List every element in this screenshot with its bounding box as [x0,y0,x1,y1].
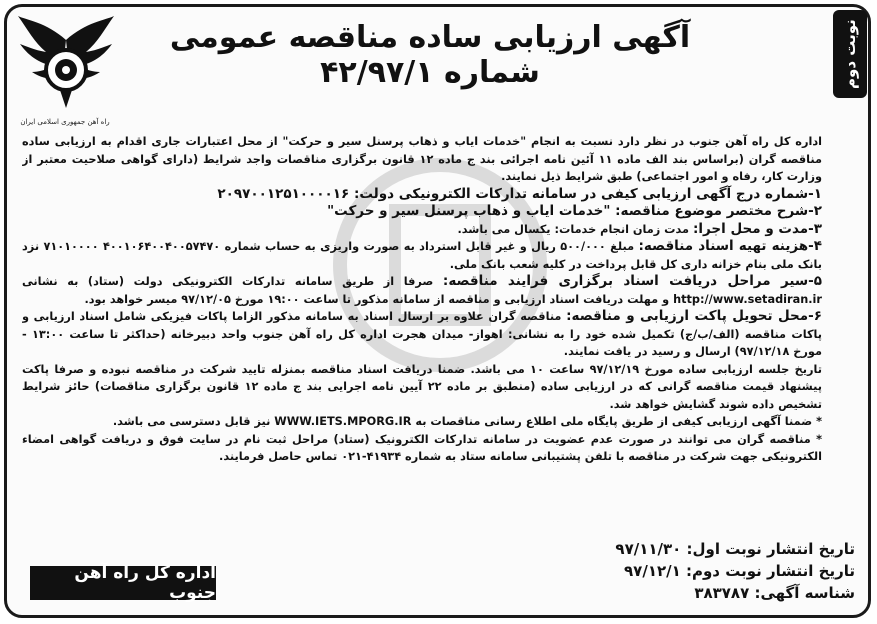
railway-logo-icon [16,12,116,122]
item-4-text: مبلغ ۵۰۰/۰۰۰ ریال و غیر قابل استرداد به صورت واریزی به حساب شماره ۴۰۰۱۰۶۴۰۰۴۰۰۵۷۴۷۰ ۷۱۰۱۰۰۰۰ نزد بانک ملی بنام خزانه داری کل قابل پرداخت در کلیه شعب بانک ملی. [22,240,822,271]
item-5 [22,273,822,308]
item-1-head: ۱-شماره درج آگهی ارزیابی کیفی در سامانه تدارکات الکترونیکی دولت: [353,185,822,202]
first-publication-date: تاریخ انتشار نوبت اول: ۹۷/۱۱/۳۰ [615,540,855,558]
item-1 [22,186,822,204]
item-4 [22,238,822,273]
second-publication-date: تاریخ انتشار نوبت دوم: ۹۷/۱۲/۱ [624,562,855,580]
ad-body [22,133,822,543]
note-setad-support: * مناقصه گران می توانند در صورت عدم عضویت در سامانه تدارکات الکترونیک (ستاد) مراحل ثبت نام در سایت فوق و دریافت گواهی امضاء الکترونیکی جهت شرکت در مناقصه با تلفن پشتیبانی سامانه ستاد به شماره ۴۱۹۳۴-۰۲۱ تماس حاصل فرمایند. [22,432,822,463]
item-5-text: صرفا از طریق سامانه تدارکات الکترونیکی دولت (ستاد) به نشانی http://www.setadiran.ir و مهلت دریافت اسناد ارزیابی و مناقصه از سامانه مذکور تا ساعت ۱۹:۰۰ مورخ ۹۷/۱۲/۰۵ میسر خواهد بود. [22,275,822,306]
item-6 [22,308,822,361]
ad-id: شناسه آگهی: ۳۸۳۷۸۷ [694,584,855,602]
item-4-head: ۴-هزینه تهیه اسناد مناقصه: [638,238,822,254]
session-paragraph: تاریخ جلسه ارزیابی ساده مورخ ۹۷/۱۲/۱۹ ساعت ۱۰ می باشد. ضمنا دریافت اسناد مناقصه بمنزله تایید شرکت در مناقصه نبوده و صرفا پاکت پیشنهاد قیمت مناقصه گرانی که در ارزیابی ساده (منطبق بر ماده ۲۲ آیین نامه اجرایی بند ج ماده ۱۲ قانون برگزاری مناقصات) حائز شرایط تشخیص داده شوند گشایش خواهد شد. [22,362,822,411]
item-1-text: ۲۰۹۷۰۰۱۲۵۱۰۰۰۰۱۶ [217,185,350,202]
item-3 [22,221,822,239]
organization-box: اداره کل راه آهن جنوب [30,566,216,600]
intro-paragraph: اداره کل راه آهن جنوب در نظر دارد نسبت به انجام "خدمات ایاب و ذهاب پرسنل سیر و حرکت" از محل اعتبارات جاری اقدام به ارزیابی ساده مناقصه گران (براساس بند الف ماده ۱۱ آئین نامه اجرائی بند ج ماده ۱۲ قانون برگزاری مناقصات واجد شرایط (دارای گواهی صلاحیت معتبر از وزارت کار، رفاه و امور اجتماعی) طبق شرایط ذیل نمایند. [22,135,822,183]
item-5-head: ۵-سیر مراحل دریافت اسناد برگزاری فرایند مناقصه: [442,273,822,289]
ad-title: آگهی ارزیابی ساده مناقصه عمومی شماره ۴۲/۹۷/۱ [169,20,691,90]
note-iets: * ضمنا آگهی ارزیابی کیفی از طریق پایگاه ملی اطلاع رسانی مناقصات به WWW.IETS.MPORG.IR نیز قابل دسترسی می باشد. [112,415,822,428]
logo-caption: راه آهن جمهوری اسلامی ایران [20,118,110,126]
publication-dates [555,538,855,604]
item-2 [22,203,822,221]
item-2-text: "خدمات ایاب و ذهاب پرسنل سیر و حرکت" [327,203,611,219]
item-3-head: ۳-مدت و محل اجرا: [693,220,822,237]
item-6-text: مناقصه گران علاوه بر ارسال اسناد به سامانه مذکور الزاما پاکات فیزیکی شامل اسناد ارزیابی و پاکات مناقصه (الف/ب/ج) تکمیل شده خود را به نشانی: اهواز- میدان هجرت اداره کل راه آهن جنوب واحد دبیرخانه (حداکثر تا ساعت ۱۳:۰۰ - مورخ ۹۷/۱۲/۱۸) ارسال و رسید در یافت نمایند. [22,310,822,358]
edition-badge: نوبت دوم [833,10,867,98]
item-3-text: مدت زمان انجام خدمات: یکسال می باشد. [457,222,690,236]
item-2-head: ۲-شرح مختصر موضوع مناقصه: [615,203,822,219]
item-6-head: ۶-محل تحویل پاکت ارزیابی و مناقصه: [566,308,822,324]
